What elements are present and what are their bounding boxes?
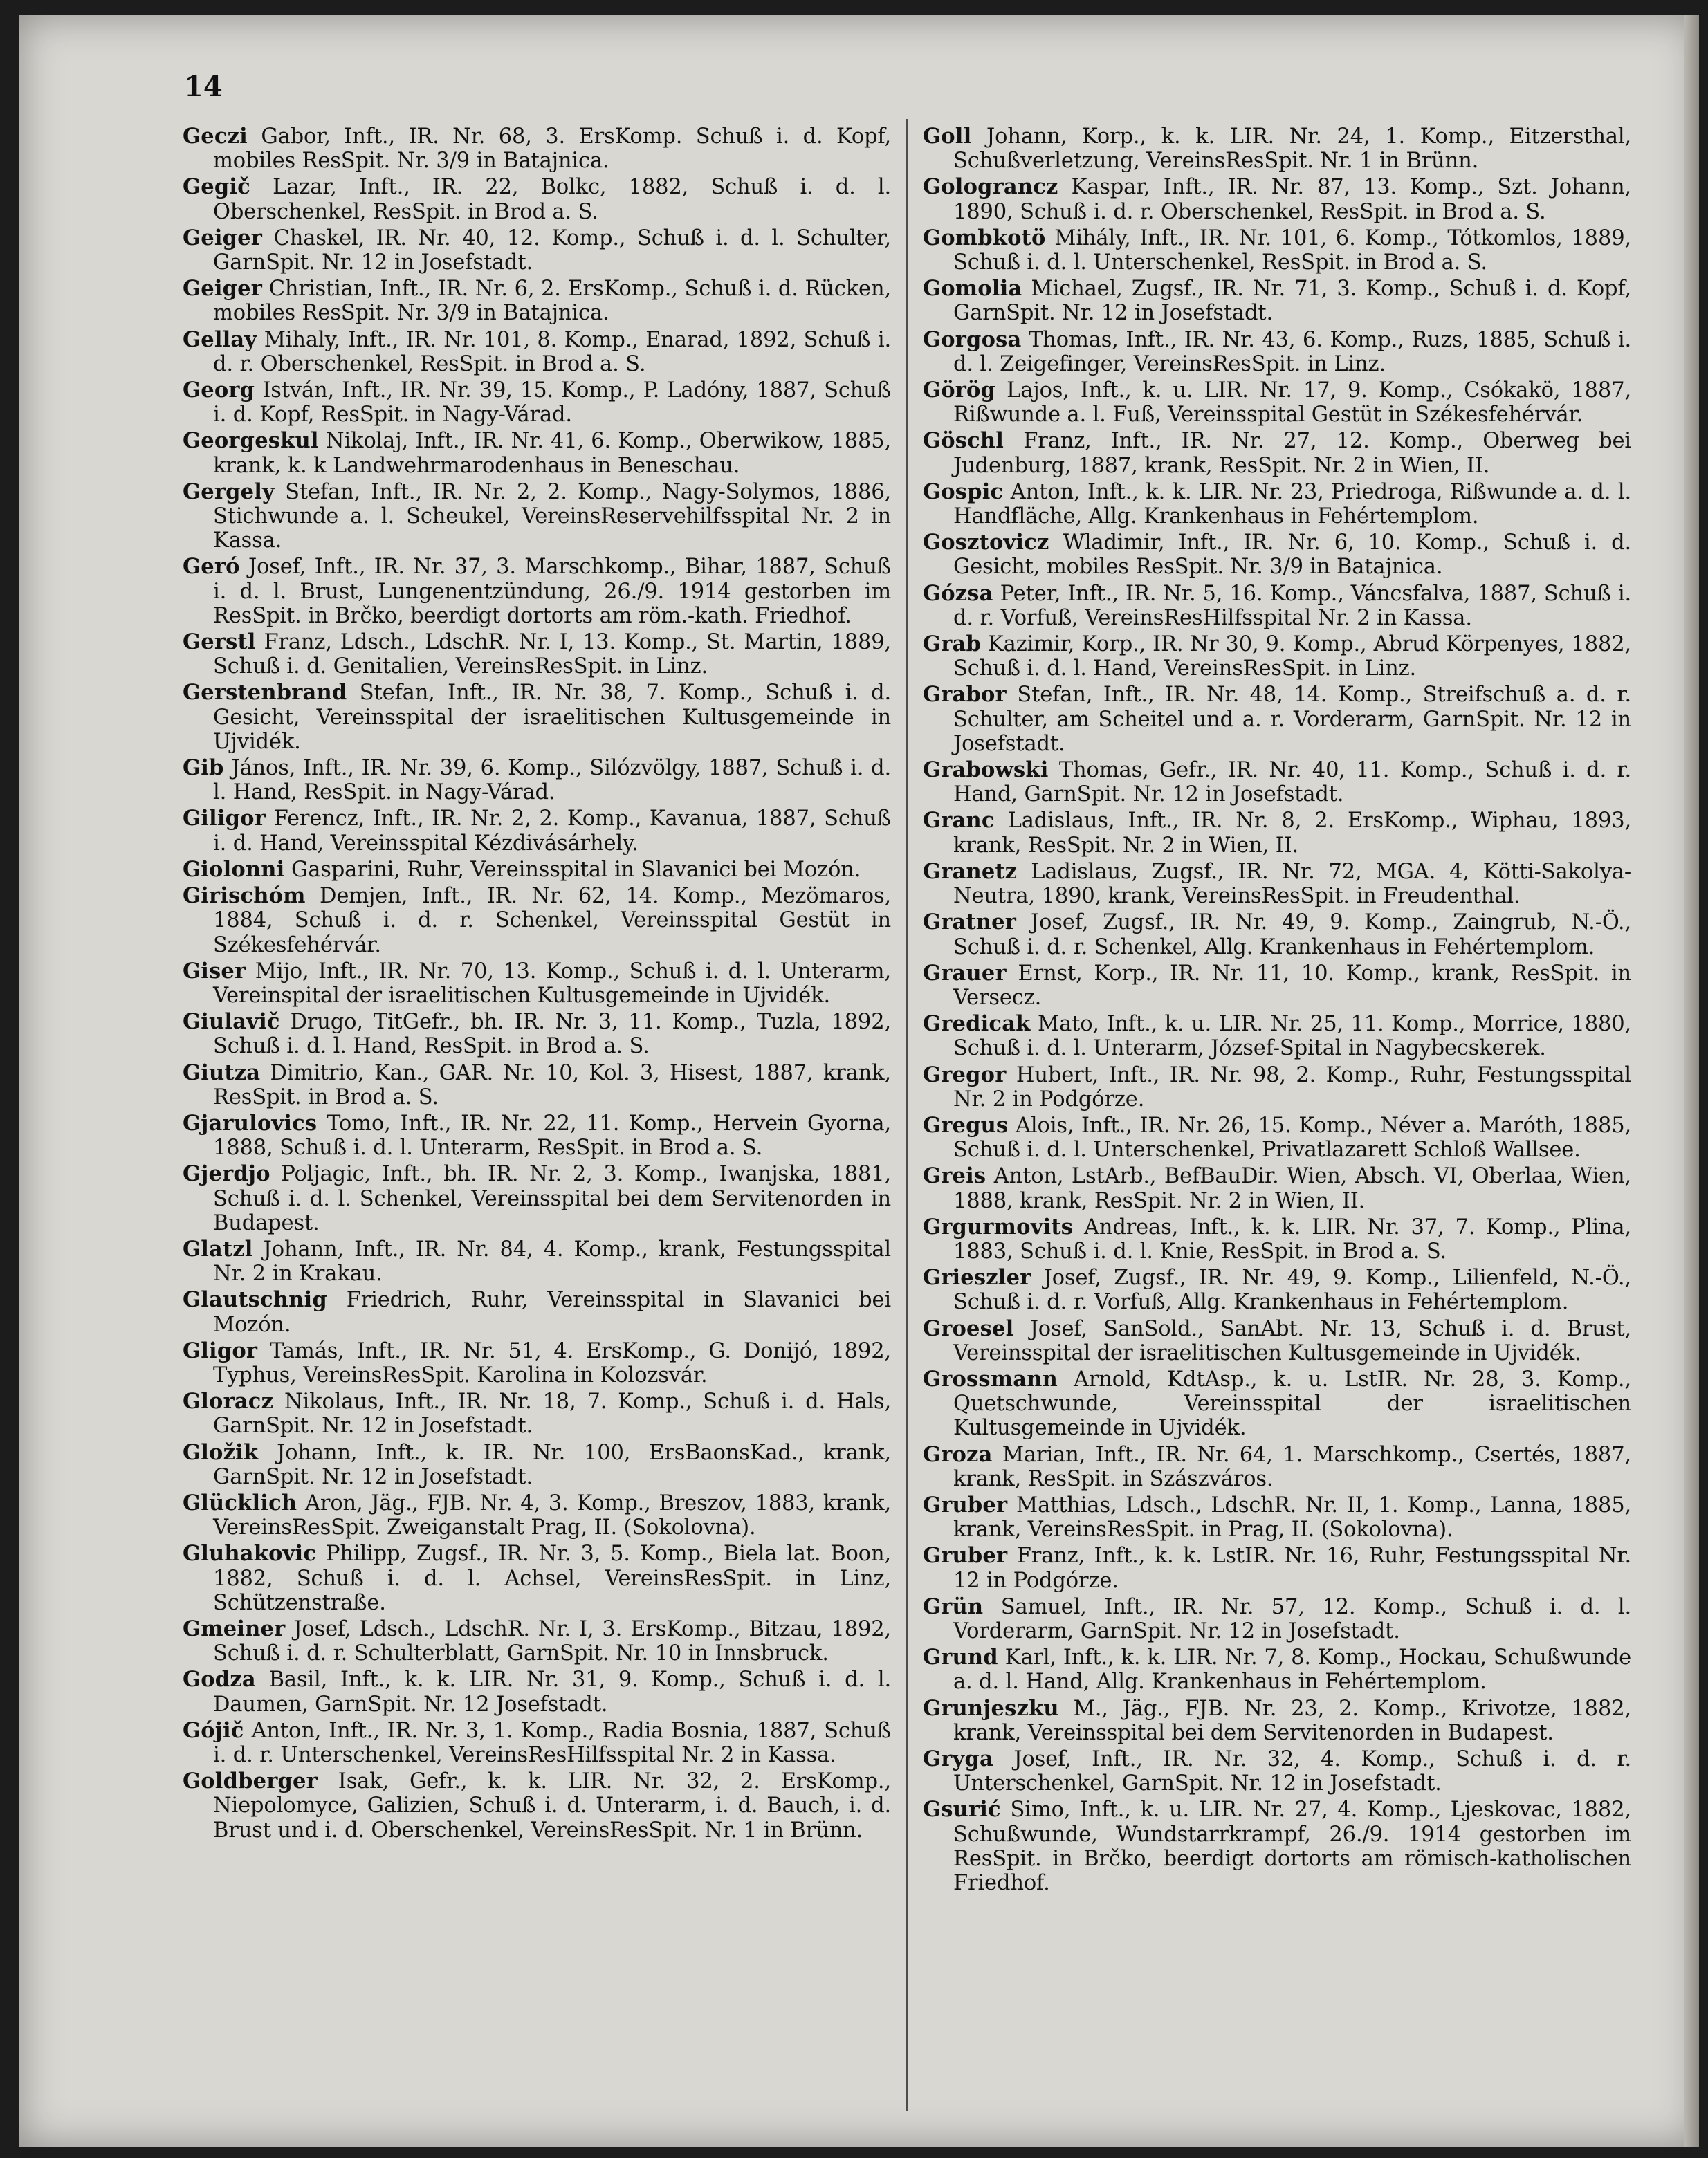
roster-entry	[923, 910, 1631, 959]
entry-details: Thomas, Gefr., IR. Nr. 40, 11. Komp., Schuß i. d. r. Hand, GarnSpit. Nr. 12 in Josefstadt.	[953, 758, 1631, 807]
entry-surname: Grunjeszku	[923, 1695, 1059, 1721]
roster-entry	[183, 1010, 891, 1058]
roster-entry	[183, 806, 891, 855]
roster-entry	[183, 124, 891, 173]
entry-surname: Groza	[923, 1441, 993, 1467]
roster-entry	[923, 1215, 1631, 1264]
entry-details: Stefan, Inft., IR. Nr. 2, 2. Komp., Nagy-Solymos, 1886, Stichwunde a. l. Scheukel, VereinsReservehilfsspital Nr. 2 in Kassa.	[213, 479, 891, 553]
entry-surname: Gmeiner	[183, 1616, 286, 1641]
entry-surname: Grgurmovits	[923, 1214, 1074, 1239]
entry-details: Isak, Gefr., k. k. LIR. Nr. 32, 2. ErsKomp., Niepolomyce, Galizien, Schuß i. d. Unterarm, i. d. Bauch, i. d. Brust und i. d. Oberschenkel, VereinsResSpit. Nr. 1 in Brünn.	[213, 1769, 891, 1843]
entry-details: Josef, Zugsf., IR. Nr. 49, 9. Komp., Lilienfeld, N.-Ö., Schuß i. d. r. Vorfuß, Allg. Krankenhaus in Fehértemplom.	[953, 1266, 1631, 1315]
entry-details: Alois, Inft., IR. Nr. 26, 15. Komp., Néver a. Maróth, 1885, Schuß i. d. l. Unterschenkel, Privatlazarett Schloß Wallsee.	[953, 1113, 1631, 1163]
roster-entry	[183, 959, 891, 1008]
entry-surname: Gluhakovic	[183, 1541, 317, 1567]
entry-surname: Gredicak	[923, 1011, 1031, 1037]
roster-entry	[923, 758, 1631, 806]
entry-details: Ladislaus, Zugsf., IR. Nr. 72, MGA. 4, Kötti-Sakolya-Neutra, 1890, krank, VereinsResSpit. in Freudenthal.	[953, 859, 1632, 909]
roster-entry	[923, 429, 1631, 477]
entry-details: Nikolaus, Inft., IR. Nr. 18, 7. Komp., Schuß i. d. Hals, GarnSpit. Nr. 12 in Josefstadt.	[213, 1390, 892, 1439]
entry-details: Ernst, Korp., IR. Nr. 11, 10. Komp., krank, ResSpit. in Versecz.	[953, 961, 1631, 1010]
entry-details: Ladislaus, Inft., IR. Nr. 8, 2. ErsKomp., Wiphau, 1893, krank, ResSpit. Nr. 2 in Wien, II.	[953, 809, 1632, 858]
entry-surname: Gellay	[183, 326, 257, 352]
entry-surname: Godza	[183, 1667, 256, 1693]
roster-entry	[923, 531, 1631, 579]
entry-surname: Gosztovicz	[923, 530, 1049, 555]
roster-entry	[183, 884, 891, 957]
roster-entry	[183, 630, 891, 679]
roster-entry	[923, 1164, 1631, 1212]
entry-surname: Gruber	[923, 1492, 1008, 1518]
entry-details: M., Jäg., FJB. Nr. 23, 2. Komp., Krivotze, 1882, krank, Vereinsspital bei dem Servitenorden in Budapest.	[953, 1696, 1631, 1745]
document-page	[19, 15, 1699, 2147]
roster-entry	[183, 1769, 891, 1843]
roster-entry	[923, 480, 1631, 528]
entry-details: Josef, Inft., IR. Nr. 32, 4. Komp., Schuß i. d. r. Unterschenkel, GarnSpit. Nr. 12 in Josefstadt.	[953, 1747, 1631, 1796]
entry-details: Anton, LstArb., BefBauDir. Wien, Absch. VI, Oberlaa, Wien, 1888, krank, ResSpit. Nr. 2 in Wien, II.	[953, 1164, 1632, 1213]
entry-details: Poljagic, Inft., bh. IR. Nr. 2, 3. Komp., Iwanjska, 1881, Schuß i. d. l. Schenkel, Vereinsspital bei dem Servitenorden in Budapest.	[213, 1162, 892, 1235]
entry-surname: Geiger	[183, 225, 263, 250]
entry-details: Mijo, Inft., IR. Nr. 70, 13. Komp., Schuß i. d. l. Unterarm, Vereinspital der israelitischen Kultusgemeinde in Ujvidék.	[213, 959, 892, 1008]
entry-surname: Gib	[183, 755, 224, 781]
entry-details: Anton, Inft., IR. Nr. 3, 1. Komp., Radia Bosnia, 1887, Schuß i. d. r. Unterschenkel, VereinsResHilfsspital Nr. 2 in Kassa.	[213, 1718, 892, 1767]
entry-surname: Gjarulovics	[183, 1110, 318, 1136]
roster-entry	[923, 124, 1631, 173]
entry-details: Gabor, Inft., IR. Nr. 68, 3. ErsKomp. Schuß i. d. Kopf, mobiles ResSpit. Nr. 3/9 in Batajnica.	[213, 124, 891, 174]
roster-entry	[183, 1339, 891, 1387]
entry-details: János, Inft., IR. Nr. 39, 6. Komp., Silózvölgy, 1887, Schuß i. d. l. Hand, ResSpit. in Nagy-Várad.	[213, 756, 892, 805]
entry-surname: Girischóm	[183, 883, 306, 909]
roster-entry	[923, 1317, 1631, 1365]
entry-details: Ferencz, Inft., IR. Nr. 2, 2. Komp., Kavanua, 1887, Schuß i. d. Hand, Vereinsspital Kézdivásárhely.	[213, 806, 892, 856]
roster-entry	[183, 1542, 891, 1615]
entry-details: Kaspar, Inft., IR. Nr. 87, 13. Komp., Szt. Johann, 1890, Schuß i. d. r. Oberschenkel, ResSpit. in Brod a. S.	[953, 175, 1632, 224]
roster-entry	[923, 809, 1631, 857]
entry-surname: Groesel	[923, 1316, 1014, 1341]
roster-entry	[183, 429, 891, 477]
entry-details: István, Inft., IR. Nr. 39, 15. Komp., P. Ladóny, 1887, Schuß i. d. Kopf, ResSpit. in Nagy-Várad.	[213, 378, 891, 427]
roster-entry	[923, 632, 1631, 681]
roster-entry	[923, 1544, 1631, 1592]
roster-entry	[183, 1162, 891, 1235]
entry-surname: Gombkotö	[923, 225, 1046, 250]
entry-details: Karl, Inft., k. k. LIR. Nr. 7, 8. Komp., Hockau, Schußwunde a. d. l. Hand, Allg. Krankenhaus in Fehértemplom.	[953, 1645, 1632, 1695]
roster-entry	[183, 1390, 891, 1438]
entry-surname: Glücklich	[183, 1490, 297, 1515]
entry-details: Demjen, Inft., IR. Nr. 62, 14. Komp., Mezömaros, 1884, Schuß i. d. r. Schenkel, Vereinsspital Gestüt in Székesfehérvár.	[213, 884, 892, 957]
entry-surname: Gsurić	[923, 1797, 1001, 1823]
roster-entry	[183, 555, 891, 628]
entry-details: Lajos, Inft., k. u. LIR. Nr. 17, 9. Komp., Csókakö, 1887, Rißwunde a. l. Fuß, Vereinsspital Gestüt in Székesfehérvár.	[953, 378, 1631, 427]
entry-surname: Gložik	[183, 1439, 259, 1465]
roster-entry	[923, 328, 1631, 376]
entry-details: Matthias, Ldsch., LdschR. Nr. II, 1. Komp., Lanna, 1885, krank, VereinsResSpit. in Prag, II. (Sokolovna).	[953, 1493, 1632, 1542]
left-column	[183, 124, 891, 1845]
entry-surname: Georgeskul	[183, 428, 319, 454]
entry-details: Michael, Zugsf., IR. Nr. 71, 3. Komp., Schuß i. d. Kopf, GarnSpit. Nr. 12 in Josefstadt.	[953, 277, 1631, 326]
roster-entry	[183, 1668, 891, 1716]
roster-entry	[923, 1697, 1631, 1745]
entry-surname: Gruber	[923, 1543, 1008, 1569]
entry-details: Johann, Inft., k. IR. Nr. 100, ErsBaonsKad., krank, GarnSpit. Nr. 12 in Josefstadt.	[213, 1440, 891, 1489]
roster-entry	[183, 1112, 891, 1160]
entry-details: Peter, Inft., IR. Nr. 5, 16. Komp., Váncsfalva, 1887, Schuß i. d. r. Vorfuß, VereinsResHilfsspital Nr. 2 in Kassa.	[953, 581, 1631, 630]
entry-details: Drugo, TitGefr., bh. IR. Nr. 3, 11. Komp., Tuzla, 1892, Schuß i. d. l. Hand, ResSpit. in Brod a. S.	[213, 1010, 891, 1059]
entry-surname: Giutza	[183, 1060, 261, 1085]
entry-details: Arnold, KdtAsp., k. u. LstIR. Nr. 28, 3. Komp., Quetschwunde, Vereinsspital der israelitischen Kultusgemeinde in Ujvidék.	[953, 1367, 1632, 1441]
entry-surname: Gryga	[923, 1746, 993, 1771]
roster-entry	[183, 756, 891, 804]
column-divider	[906, 119, 908, 2111]
entry-details: Thomas, Inft., IR. Nr. 43, 6. Komp., Ruzs, 1885, Schuß i. d. l. Zeigefinger, VereinsResSpit. in Linz.	[953, 327, 1632, 376]
entry-surname: Geiger	[183, 276, 263, 302]
roster-entry	[923, 1747, 1631, 1796]
entry-details: Franz, Inft., k. k. LstIR. Nr. 16, Ruhr, Festungsspital Nr. 12 in Podgórze.	[953, 1544, 1631, 1593]
entry-surname: Geczi	[183, 124, 248, 149]
entry-details: Franz, Ldsch., LdschR. Nr. I, 13. Komp., St. Martin, 1889, Schuß i. d. Genitalien, VereinsResSpit. in Linz.	[213, 630, 892, 679]
entry-surname: Grabor	[923, 682, 1007, 708]
entry-details: Aron, Jäg., FJB. Nr. 4, 3. Komp., Breszov, 1883, krank, VereinsResSpit. Zweiganstalt Prag, II. (Sokolovna).	[213, 1491, 891, 1540]
entry-surname: Georg	[183, 378, 255, 403]
roster-entry	[923, 1645, 1631, 1694]
entry-surname: Grabowski	[923, 757, 1049, 783]
entry-surname: Gerstenbrand	[183, 680, 347, 706]
entry-surname: Giligor	[183, 806, 266, 831]
entry-surname: Gregor	[923, 1062, 1007, 1087]
roster-entry	[183, 328, 891, 376]
entry-details: Nikolaj, Inft., IR. Nr. 41, 6. Komp., Oberwikow, 1885, krank, k. k Landwehrmarodenhaus in Beneschau.	[213, 429, 891, 478]
entry-surname: Gerstl	[183, 629, 256, 655]
entry-surname: Goldberger	[183, 1769, 318, 1794]
roster-entry	[923, 175, 1631, 223]
roster-entry	[923, 1063, 1631, 1112]
right-column	[923, 124, 1631, 1897]
roster-entry	[183, 1441, 891, 1489]
entry-details: Anton, Inft., k. k. LIR. Nr. 23, Priedroga, Rißwunde a. d. l. Handfläche, Allg. Krankenhaus in Fehértemplom.	[953, 479, 1631, 529]
roster-entry	[923, 1493, 1631, 1542]
entry-surname: Gójič	[183, 1717, 244, 1743]
roster-entry	[923, 683, 1631, 756]
entry-surname: Gregus	[923, 1112, 1009, 1138]
entry-surname: Gorgosa	[923, 326, 1022, 352]
entry-details: Gasparini, Ruhr, Vereinsspital in Slavanici bei Mozón.	[291, 857, 861, 882]
entry-details: Andreas, Inft., k. k. LIR. Nr. 37, 7. Komp., Plina, 1883, Schuß i. d. l. Knie, ResSpit. in Brod a. S.	[953, 1215, 1631, 1264]
entry-surname: Gloracz	[183, 1389, 274, 1414]
entry-surname: Granc	[923, 808, 995, 833]
entry-surname: Golograncz	[923, 174, 1058, 200]
entry-surname: Giser	[183, 958, 246, 984]
entry-surname: Göschl	[923, 428, 1004, 454]
entry-surname: Grauer	[923, 960, 1007, 986]
entry-details: Lazar, Inft., IR. 22, Bolkc, 1882, Schuß i. d. l. Oberschenkel, ResSpit. in Brod a. S.	[213, 175, 892, 224]
roster-entry	[923, 1798, 1631, 1895]
entry-details: Philipp, Zugsf., IR. Nr. 3, 5. Komp., Biela lat. Boon, 1882, Schuß i. d. l. Achsel, VereinsResSpit. in Linz, Schützenstraße.	[213, 1542, 892, 1615]
roster-entry	[923, 1266, 1631, 1314]
roster-entry	[923, 961, 1631, 1010]
entry-surname: Grund	[923, 1645, 998, 1670]
entry-surname: Goll	[923, 124, 972, 149]
roster-entry	[183, 1719, 891, 1767]
entry-details: Wladimir, Inft., IR. Nr. 6, 10. Komp., Schuß i. d. Gesicht, mobiles ResSpit. Nr. 3/9 in Batajnica.	[953, 531, 1631, 580]
entry-surname: Gligor	[183, 1338, 258, 1363]
entry-details: Basil, Inft., k. k. LIR. Nr. 31, 9. Komp., Schuß i. d. l. Daumen, GarnSpit. Nr. 12 Josefstadt.	[213, 1668, 892, 1717]
roster-entry	[923, 1595, 1631, 1643]
entry-surname: Grieszler	[923, 1265, 1031, 1291]
roster-entry	[923, 378, 1631, 427]
roster-entry	[183, 1237, 891, 1286]
entry-surname: Gózsa	[923, 580, 993, 606]
entry-surname: Gegič	[183, 174, 250, 200]
page-number: 14	[184, 71, 223, 103]
roster-entry	[183, 858, 891, 882]
entry-details: Friedrich, Ruhr, Vereinsspital in Slavanici bei Mozón.	[213, 1288, 891, 1337]
entry-surname: Geró	[183, 554, 240, 580]
entry-surname: Grün	[923, 1594, 984, 1619]
entry-surname: Giulavič	[183, 1009, 280, 1035]
entry-details: Stefan, Inft., IR. Nr. 38, 7. Komp., Schuß i. d. Gesicht, Vereinsspital der israelitischen Kultusgemeinde in Ujvidék.	[213, 681, 891, 754]
entry-surname: Glatzl	[183, 1236, 253, 1262]
entry-surname: Gergely	[183, 479, 275, 504]
entry-details: Mihaly, Inft., IR. Nr. 101, 8. Komp., Enarad, 1892, Schuß i. d. r. Oberschenkel, ResSpit. in Brod a. S.	[213, 327, 892, 376]
roster-entry	[923, 860, 1631, 908]
entry-surname: Glautschnig	[183, 1287, 327, 1313]
entry-details: Tamás, Inft., IR. Nr. 51, 4. ErsKomp., G. Donijó, 1892, Typhus, VereinsResSpit. Karolina in Kolozsvár.	[213, 1338, 891, 1387]
entry-details: Chaskel, IR. Nr. 40, 12. Komp., Schuß i. d. l. Schulter, GarnSpit. Nr. 12 in Josefstadt.	[213, 225, 891, 275]
entry-surname: Grab	[923, 631, 982, 657]
entry-details: Josef, SanSold., SanAbt. Nr. 13, Schuß i. d. Brust, Vereinsspital der israelitischen Kultusgemeinde in Ujvidék.	[953, 1316, 1632, 1365]
roster-entry	[183, 1061, 891, 1109]
entry-surname: Granetz	[923, 858, 1018, 884]
roster-entry	[183, 480, 891, 553]
page-edge-shadow	[1684, 15, 1699, 2147]
entry-details: Mihály, Inft., IR. Nr. 101, 6. Komp., Tótkomlos, 1889, Schuß i. d. l. Unterschenkel, ResSpit. in Brod a. S.	[953, 225, 1631, 275]
roster-entry	[923, 226, 1631, 275]
roster-entry	[183, 378, 891, 427]
entry-surname: Gomolia	[923, 276, 1022, 302]
entry-surname: Grossmann	[923, 1366, 1058, 1392]
entry-details: Johann, Inft., IR. Nr. 84, 4. Komp., krank, Festungsspital Nr. 2 in Krakau.	[213, 1237, 891, 1286]
roster-entry	[183, 1617, 891, 1666]
entry-details: Johann, Korp., k. k. LIR. Nr. 24, 1. Komp., Eitzersthal, Schußverletzung, VereinsResSpit. Nr. 1 in Brünn.	[953, 124, 1632, 174]
entry-details: Kazimir, Korp., IR. Nr 30, 9. Komp., Abrud Körpenyes, 1882, Schuß i. d. l. Hand, VereinsResSpit. in Linz.	[953, 632, 1631, 681]
roster-entry	[923, 277, 1631, 325]
entry-details: Christian, Inft., IR. Nr. 6, 2. ErsKomp., Schuß i. d. Rücken, mobiles ResSpit. Nr. 3/9 in Batajnica.	[213, 277, 891, 326]
entry-details: Mato, Inft., k. u. LIR. Nr. 25, 11. Komp., Morrice, 1880, Schuß i. d. l. Unterarm, József-Spital in Nagybecskerek.	[953, 1012, 1631, 1061]
roster-entry	[183, 175, 891, 223]
roster-entry	[923, 582, 1631, 630]
entry-details: Simo, Inft., k. u. LIR. Nr. 27, 4. Komp., Ljeskovac, 1882, Schußwunde, Wundstarrkrampf, 26./9. 1914 gestorben im ResSpit. in Brčko, beerdigt dortorts am römisch-katholischen Friedhof.	[953, 1798, 1631, 1896]
entry-details: Josef, Zugsf., IR. Nr. 49, 9. Komp., Zaingrub, N.-Ö., Schuß i. d. r. Schenkel, Allg. Krankenhaus in Fehértemplom.	[953, 910, 1632, 959]
roster-entry	[923, 1367, 1631, 1441]
entry-surname: Giolonni	[183, 856, 285, 882]
entry-details: Samuel, Inft., IR. Nr. 57, 12. Komp., Schuß i. d. l. Vorderarm, GarnSpit. Nr. 12 in Josefstadt.	[953, 1594, 1632, 1643]
entry-details: Hubert, Inft., IR. Nr. 98, 2. Komp., Ruhr, Festungsspital Nr. 2 in Podgórze.	[953, 1062, 1631, 1112]
entry-details: Dimitrio, Kan., GAR. Nr. 10, Kol. 3, Hisest, 1887, krank, ResSpit. in Brod a. S.	[213, 1060, 892, 1109]
roster-entry	[923, 1012, 1631, 1060]
roster-entry	[183, 277, 891, 325]
entry-surname: Gospic	[923, 479, 1004, 504]
roster-entry	[183, 681, 891, 754]
roster-entry	[183, 226, 891, 275]
roster-entry	[183, 1491, 891, 1540]
entry-surname: Görög	[923, 378, 996, 403]
roster-entry	[923, 1443, 1631, 1491]
entry-details: Josef, Inft., IR. Nr. 37, 3. Marschkomp., Bihar, 1887, Schuß i. d. l. Brust, Lungenentzündung, 26./9. 1914 gestorben im ResSpit. in Brčko, beerdigt dortorts am röm.-kath. Friedhof.	[213, 555, 892, 628]
entry-details: Josef, Ldsch., LdschR. Nr. I, 3. ErsKomp., Bitzau, 1892, Schuß i. d. r. Schulterblatt, GarnSpit. Nr. 10 in Innsbruck.	[213, 1616, 892, 1666]
roster-entry	[923, 1114, 1631, 1162]
entry-details: Stefan, Inft., IR. Nr. 48, 14. Komp., Streifschuß a. d. r. Schulter, am Scheitel und a. r. Vorderarm, GarnSpit. Nr. 12 in Josefstadt.	[953, 683, 1631, 756]
entry-details: Franz, Inft., IR. Nr. 27, 12. Komp., Oberweg bei Judenburg, 1887, krank, ResSpit. Nr. 2 in Wien, II.	[953, 429, 1631, 478]
entry-details: Tomo, Inft., IR. Nr. 22, 11. Komp., Hervein Gyorna, 1888, Schuß i. d. l. Unterarm, ResSpit. in Brod a. S.	[213, 1111, 891, 1161]
entry-surname: Gjerdjo	[183, 1161, 270, 1187]
roster-entry	[183, 1288, 891, 1336]
entry-details: Marian, Inft., IR. Nr. 64, 1. Marschkomp., Csertés, 1887, krank, ResSpit. in Szászváros.	[953, 1442, 1631, 1491]
entry-surname: Greis	[923, 1163, 986, 1189]
entry-surname: Gratner	[923, 910, 1017, 935]
